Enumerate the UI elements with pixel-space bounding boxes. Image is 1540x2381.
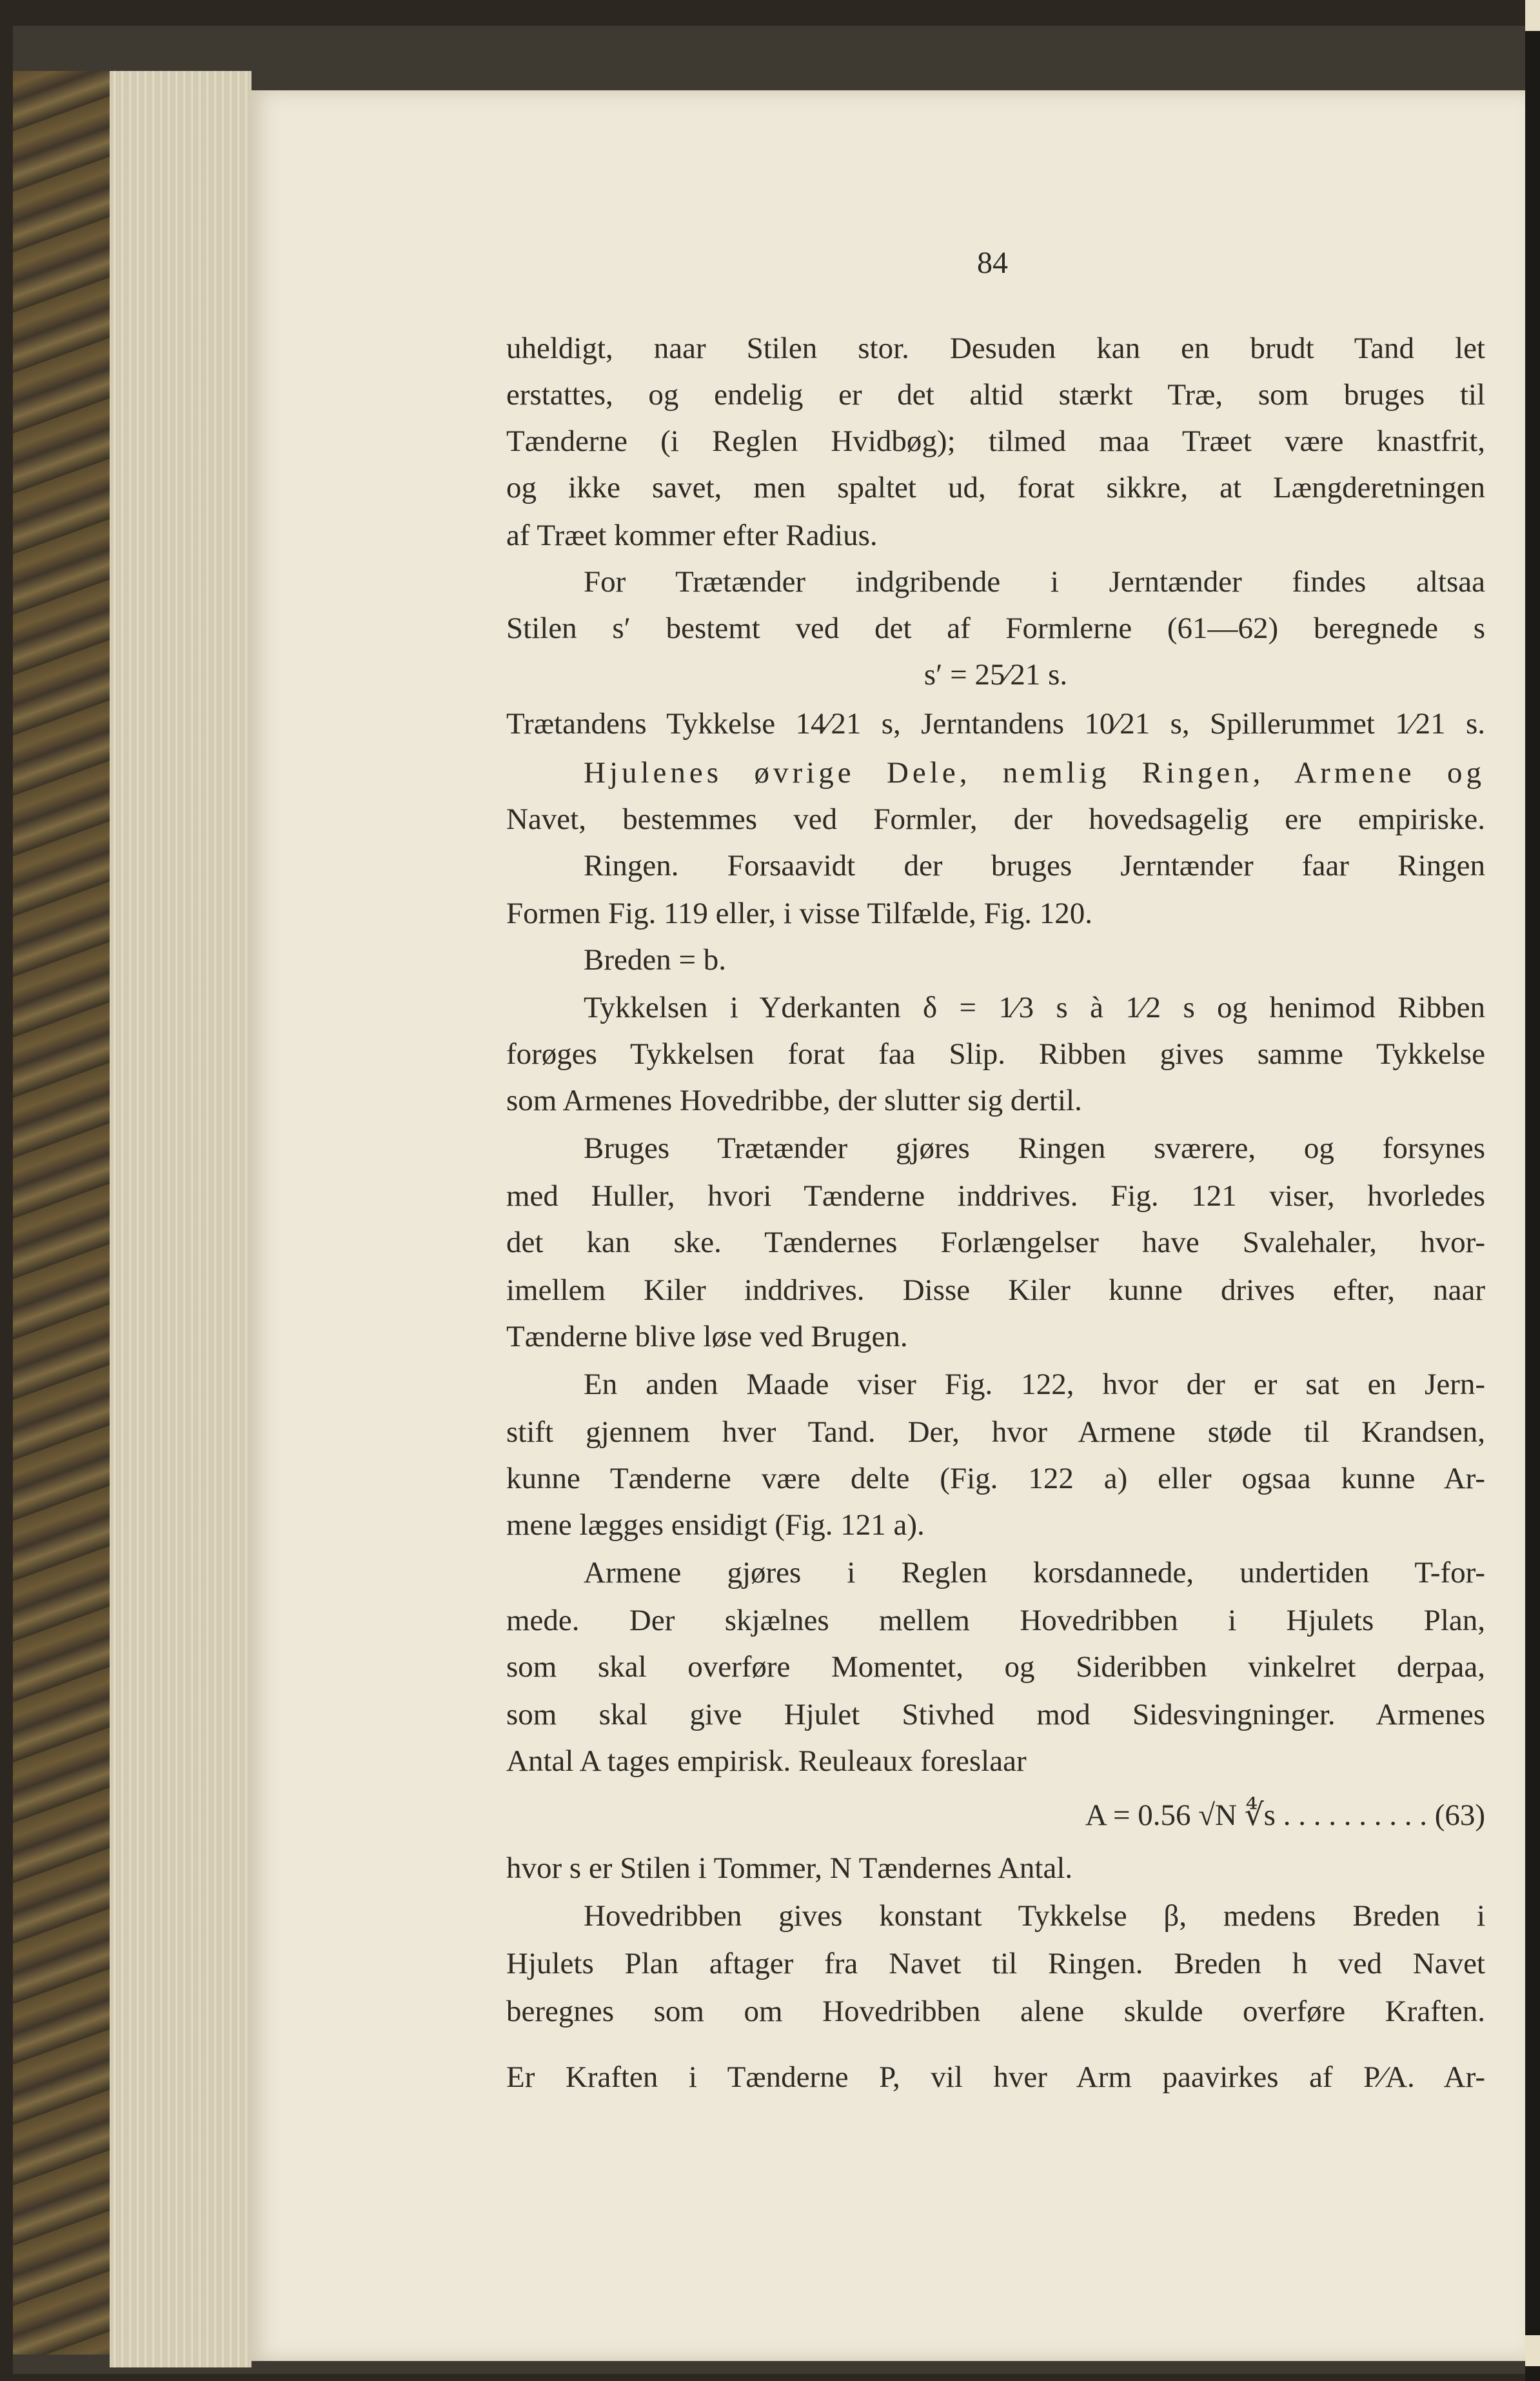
text-line: Antal A tages empirisk. Reuleaux foreslaar [506,1744,1027,1778]
text-line: Ringen. Forsaavidt der bruges Jerntænder faar Ringen [584,849,1485,882]
text-line: Er Kraften i Tænderne P, vil hver Arm paavirkes af P⁄A. Ar- [506,2060,1485,2094]
text-line: forøges Tykkelsen forat faa Slip. Ribben gives samme Tykkelse [506,1037,1485,1071]
text-line: erstattes, og endelig er det altid stærkt Træ, som bruges til [506,378,1485,412]
text-line: Formen Fig. 119 eller, i visse Tilfælde, Fig. 120. [506,897,1093,930]
formula-line: s′ = 25⁄21 s. [923,658,1068,692]
text-line: En anden Maade viser Fig. 122, hvor der er sat en Jern- [584,1368,1485,1401]
text-line: beregnes som om Hovedribben alene skulde overføre Kraften. [506,1995,1485,2028]
text-line: stift gjennem hver Tand. Der, hvor Armene støde til Krandsen, [506,1415,1485,1449]
text-line: Navet, bestemmes ved Formler, der hovedsagelig ere empiriske. [506,802,1485,836]
formula-line: A = 0.56 √N ∜s . . . . . . . . . . (63) [1085,1798,1485,1832]
text-line: Bruges Trætænder gjøres Ringen sværere, og forsynes [584,1131,1485,1165]
text-line: uheldigt, naar Stilen stor. Desuden kan en brudt Tand let [506,332,1485,365]
text-line: med Huller, hvori Tænderne inddrives. Fig. 121 viser, hvorledes [506,1179,1485,1213]
text-line: som skal overføre Momentet, og Sideribben vinkelret derpaa, [506,1650,1485,1684]
text-line: Hovedribben gives konstant Tykkelse β, medens Breden i [584,1899,1485,1933]
text-line: Tykkelsen i Yderkanten δ = 1⁄3 s à 1⁄2 s og henimod Ribben [584,991,1485,1024]
text-line: som skal give Hjulet Stivhed mod Sidesvingninger. Armenes [506,1698,1485,1731]
text-line: mede. Der skjælnes mellem Hovedribben i Hjulets Plan, [506,1604,1485,1637]
text-line: imellem Kiler inddrives. Disse Kiler kunne drives efter, naar [506,1273,1485,1307]
text-line: kunne Tænderne være delte (Fig. 122 a) eller ogsaa kunne Ar- [506,1462,1485,1495]
text-line: Hjulets Plan aftager fra Navet til Ringen. Breden h ved Navet [506,1947,1485,1980]
text-line: hvor s er Stilen i Tommer, N Tændernes Antal. [506,1851,1073,1885]
text-line: Armene gjøres i Reglen korsdannede, undertiden T-for- [584,1556,1485,1589]
text-line: For Trætænder indgribende i Jerntænder findes altsaa [584,565,1485,599]
page-number: 84 [977,246,1008,280]
text-line: og ikke savet, men spaltet ud, forat sikkre, at Længderetningen [506,471,1485,504]
text-line: det kan ske. Tændernes Forlængelser have Svalehaler, hvor- [506,1226,1485,1259]
text-line: som Armenes Hovedribbe, der slutter sig dertil. [506,1084,1082,1117]
text-line: Hjulenes øvrige Dele, nemlig Ringen, Armene og [584,756,1485,790]
text-line: mene lægges ensidigt (Fig. 121 a). [506,1508,925,1542]
text-line: Breden = b. [584,943,726,977]
text-line: Tænderne (i Reglen Hvidbøg); tilmed maa Træet være knastfrit, [506,424,1485,458]
text-line: Stilen s′ bestemt ved det af Formlerne (61—62) beregnede s [506,612,1485,645]
text-line: Trætandens Tykkelse 14⁄21 s, Jerntandens 10⁄21 s, Spillerummet 1⁄21 s. [506,707,1485,741]
text-line: Tænderne blive løse ved Brugen. [506,1320,908,1353]
text-line: af Træet kommer efter Radius. [506,519,878,552]
